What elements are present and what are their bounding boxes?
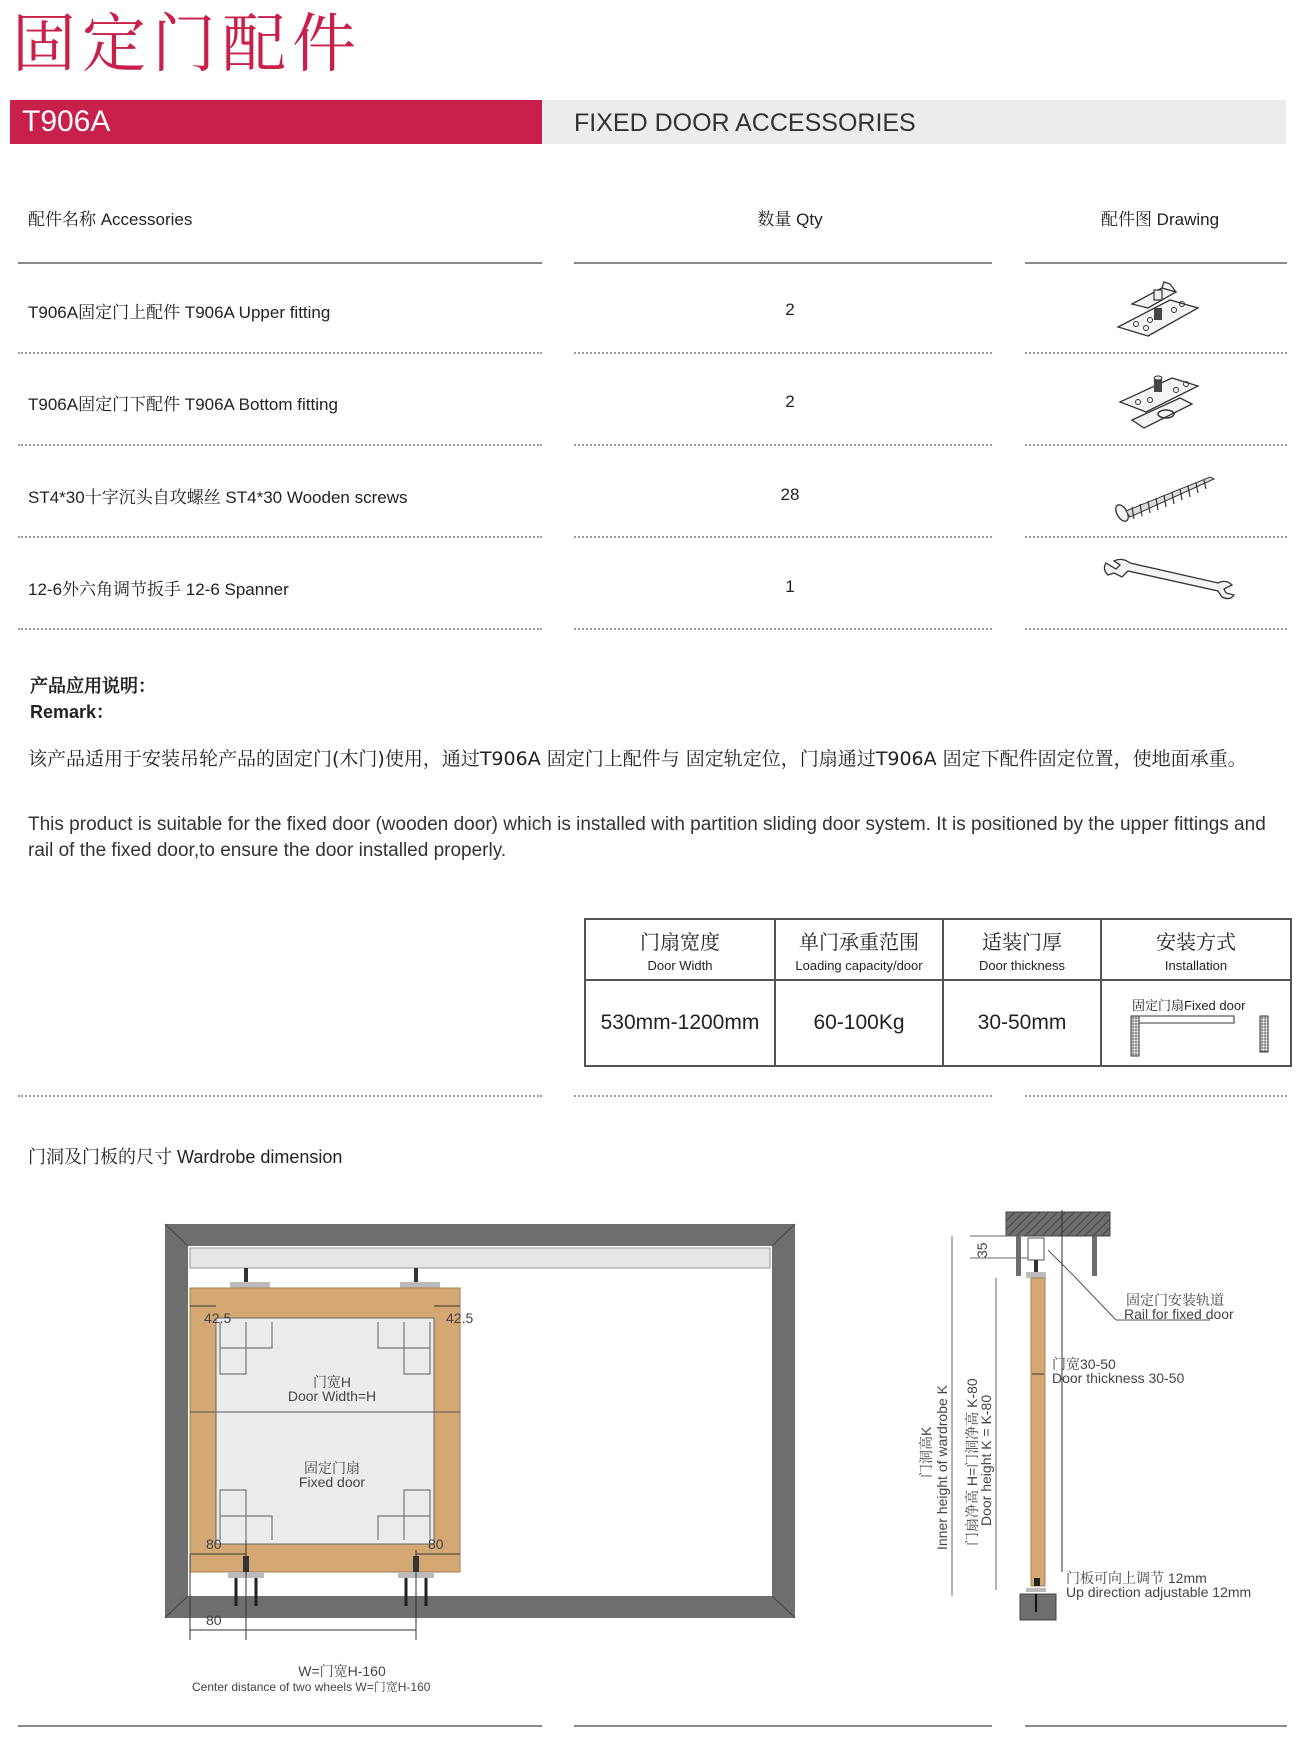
screw-icon	[1110, 465, 1225, 525]
divider	[574, 628, 992, 630]
divider	[574, 1725, 992, 1727]
installation-label: 固定门扇Fixed door	[1132, 998, 1246, 1013]
margin-left-label: 42.5	[204, 1310, 232, 1326]
side-view-drawing	[918, 1210, 1290, 1640]
column-header-drawing: 配件图 Drawing	[1100, 210, 1220, 229]
spec-value-door-width: 530mm-1200mm	[585, 980, 775, 1066]
spec-header-loading: 单门承重范围 Loading capacity/door	[775, 919, 943, 980]
divider	[1025, 262, 1287, 264]
door-height-en: Door height K = K-80	[978, 1394, 994, 1526]
upper-fitting-icon	[1110, 272, 1225, 342]
model-banner: T906A	[10, 100, 542, 144]
dimension-title: 门洞及门板的尺寸 Wardrobe dimension	[28, 1147, 343, 1167]
fixed-door-en: Fixed door	[298, 1474, 366, 1490]
accessory-name: 12-6外六角调节扳手 12-6 Spanner	[28, 580, 289, 599]
margin-right-label: 42.5	[446, 1310, 474, 1326]
accessory-qty: 2	[785, 392, 795, 411]
divider	[1025, 352, 1287, 354]
subtitle-banner: FIXED DOOR ACCESSORIES	[542, 100, 1286, 144]
inner-height-cn: 门洞高K	[918, 1426, 934, 1478]
bottom-offset: 80	[206, 1612, 222, 1628]
adjust-label-en: Up direction adjustable 12mm	[1066, 1584, 1252, 1600]
remark-text-en: This product is suitable for the fixed door (wooden door) which is installed with partition sliding door system. It is positioned by the upper fittings and rail of the fixed door,to ensure the door installed properly.	[28, 814, 1266, 861]
bottom-fitting-icon	[1110, 362, 1225, 440]
divider	[18, 444, 542, 446]
spec-value-loading: 60-100Kg	[775, 980, 943, 1066]
thickness-label-cn: 门宽30-50	[1052, 1356, 1116, 1372]
accessory-qty: 2	[785, 300, 795, 319]
divider	[18, 352, 542, 354]
center-formula: W=门宽H-160	[298, 1663, 386, 1679]
door-width-cn: 门宽H	[312, 1374, 352, 1390]
front-view-drawing	[160, 1220, 800, 1640]
rail-label-en: Rail for fixed door	[1124, 1306, 1234, 1322]
accessory-name: T906A固定门上配件 T906A Upper fitting	[28, 303, 331, 322]
remark-heading-cn: 产品应用说明：	[30, 676, 156, 696]
inner-height-en: Inner height of wardrobe K	[934, 1385, 950, 1550]
divider	[18, 628, 542, 630]
divider	[18, 1095, 542, 1097]
divider	[18, 536, 542, 538]
gap-label: 35	[974, 1242, 990, 1258]
accessory-name: T906A固定门下配件 T906A Bottom fitting	[28, 395, 338, 414]
divider	[1025, 628, 1287, 630]
spec-value-thickness: 30-50mm	[943, 980, 1101, 1066]
door-width-en: Door Width=H	[287, 1388, 377, 1404]
remark-text-cn: 该产品适用于安装吊轮产品的固定门(木门)使用，通过T906A 固定门上配件与 固定轨定位，门扇通过T906A 固定下配件固定位置，使地面承重。	[28, 748, 1247, 770]
divider	[574, 1095, 992, 1097]
wheel-offset-right: 80	[428, 1536, 444, 1552]
divider	[18, 262, 542, 264]
door-height-cn: 门扇净高 H=门洞净高 K-80	[964, 1378, 980, 1546]
accessory-qty: 1	[785, 577, 795, 596]
divider	[574, 352, 992, 354]
column-header-accessories: 配件名称 Accessories	[28, 210, 193, 229]
divider	[1025, 1725, 1287, 1727]
divider	[1025, 1095, 1287, 1097]
rail-label-cn: 固定门安装轨道	[1126, 1292, 1224, 1308]
divider	[1025, 536, 1287, 538]
spanner-icon	[1100, 555, 1240, 605]
accessory-qty: 28	[780, 485, 800, 504]
divider	[574, 444, 992, 446]
spec-table	[584, 918, 1292, 1067]
remark-heading-en: Remark：	[30, 702, 115, 722]
spec-header-door-width: 门扇宽度 Door Width	[585, 919, 775, 980]
page-title: 固定门配件	[12, 8, 362, 82]
spec-header-installation: 安装方式 Installation	[1101, 919, 1291, 980]
center-description: Center distance of two wheels W=门宽H-160	[192, 1680, 431, 1694]
divider	[1025, 444, 1287, 446]
divider	[574, 262, 992, 264]
adjust-label-cn: 门板可向上调节 12mm	[1066, 1570, 1207, 1586]
column-header-qty: 数量 Qty	[757, 210, 823, 229]
divider	[18, 1725, 542, 1727]
installation-icon	[1130, 1015, 1270, 1059]
spec-header-thickness: 适装门厚 Door thickness	[943, 919, 1101, 980]
divider	[574, 536, 992, 538]
accessory-name: ST4*30十字沉头自攻螺丝 ST4*30 Wooden screws	[28, 488, 408, 507]
thickness-label-en: Door thickness 30-50	[1052, 1370, 1185, 1386]
fixed-door-cn: 固定门扇	[304, 1460, 360, 1476]
wheel-offset-left: 80	[206, 1536, 222, 1552]
spec-installation-diagram	[1101, 980, 1291, 1066]
